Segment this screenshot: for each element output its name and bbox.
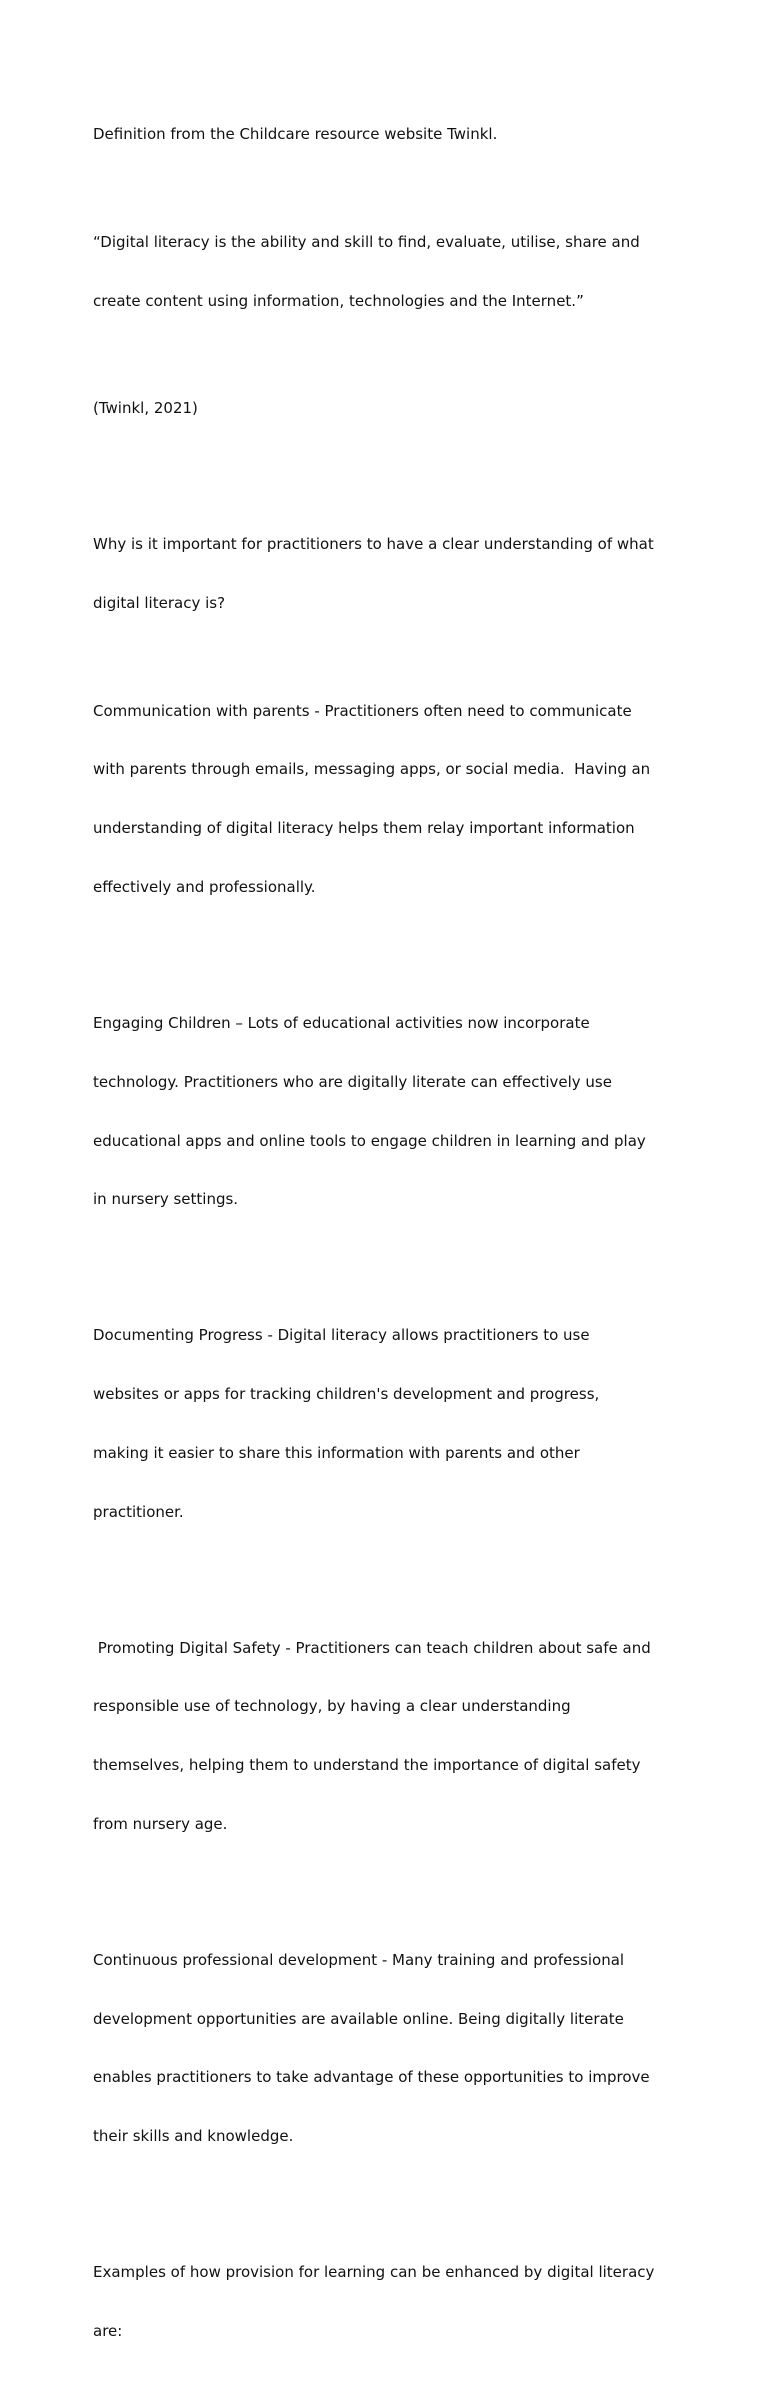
text-line: educational apps and online tools to engage children in learning and play xyxy=(93,1131,646,1150)
text-line: Promoting Digital Safety - Practitioners can teach children about safe and xyxy=(93,1638,651,1657)
text-line: Engaging Children – Lots of educational activities now incorporate xyxy=(93,1013,590,1032)
text-line: Communication with parents - Practitioners often need to communicate xyxy=(93,701,632,720)
text-line: in nursery settings. xyxy=(93,1190,239,1209)
text-line: “Digital literacy is the ability and skill to find, evaluate, utilise, share and xyxy=(93,233,640,252)
text-line: their skills and knowledge. xyxy=(93,2127,294,2146)
text-line: development opportunities are available online. Being digitally literate xyxy=(93,2009,624,2028)
text-line: are: xyxy=(93,2321,123,2340)
text-line: themselves, helping them to understand the importance of digital safety xyxy=(93,1756,641,1775)
text-line: technology. Practitioners who are digitally literate can effectively use xyxy=(93,1072,612,1091)
text-line: responsible use of technology, by having a clear understanding xyxy=(93,1697,571,1716)
text-line: Why is it important for practitioners to have a clear understanding of what xyxy=(93,534,654,553)
question-heading xyxy=(93,496,693,653)
document-body xyxy=(93,86,693,2381)
text-line: understanding of digital literacy helps them relay important information xyxy=(93,819,635,838)
text-line: (Twinkl, 2021) xyxy=(93,398,198,417)
text-line: from nursery age. xyxy=(93,1814,228,1833)
text-line: enables practitioners to take advantage of these opportunities to improve xyxy=(93,2068,650,2087)
paragraph-professional-development xyxy=(93,1912,693,2186)
definition-intro xyxy=(93,86,693,184)
paragraph-documenting-progress xyxy=(93,1287,693,1561)
text-line: create content using information, technologies and the Internet.” xyxy=(93,291,584,310)
text-line: practitioner. xyxy=(93,1502,184,1521)
text-line: making it easier to share this information with parents and other xyxy=(93,1443,580,1462)
text-line: websites or apps for tracking children's development and progress, xyxy=(93,1385,600,1404)
text-line: Examples of how provision for learning can be enhanced by digital literacy xyxy=(93,2263,655,2282)
paragraph-engaging-children xyxy=(93,975,693,1249)
text-line: Documenting Progress - Digital literacy allows practitioners to use xyxy=(93,1326,590,1345)
text-line: with parents through emails, messaging apps, or social media. Having an xyxy=(93,760,651,779)
text-line: Continuous professional development - Many training and professional xyxy=(93,1950,625,1969)
citation xyxy=(93,360,693,458)
definition-quote xyxy=(93,194,693,351)
text-line: Definition from the Childcare resource website Twinkl. xyxy=(93,125,498,144)
paragraph-examples xyxy=(93,2224,693,2381)
paragraph-communication xyxy=(93,662,693,936)
text-line: effectively and professionally. xyxy=(93,877,316,896)
text-line: digital literacy is? xyxy=(93,593,226,612)
paragraph-digital-safety xyxy=(93,1599,693,1873)
